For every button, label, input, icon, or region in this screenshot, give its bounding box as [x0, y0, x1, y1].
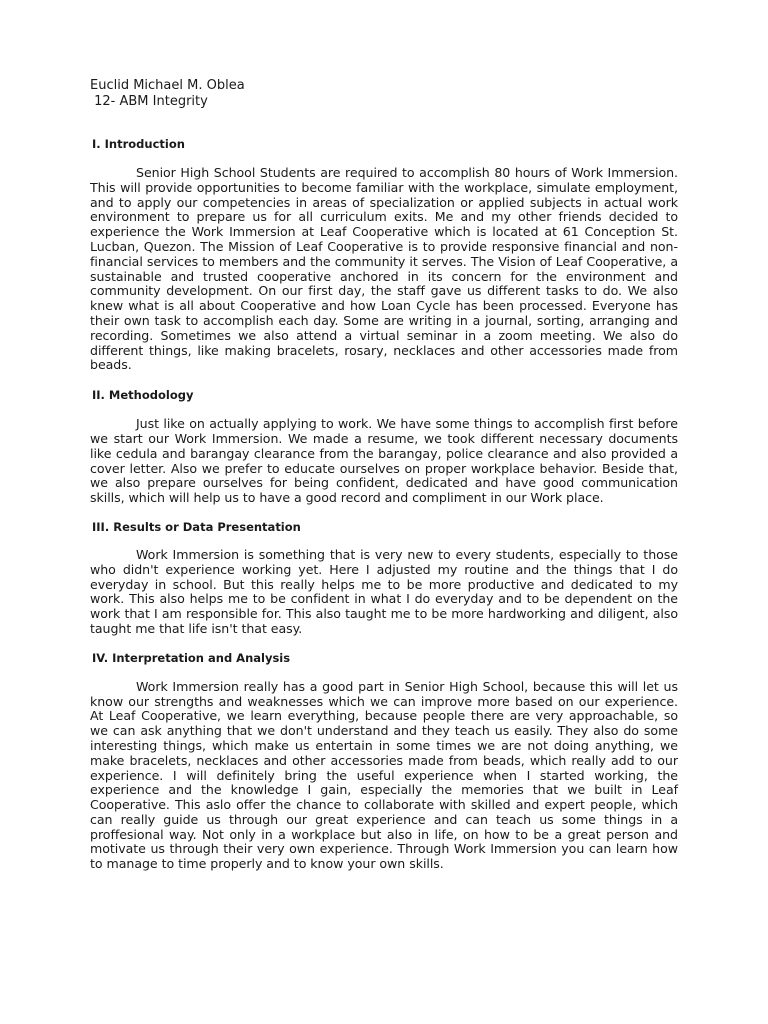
- section-body-introduction: Senior High School Students are required to accomplish 80 hours of Work Immersion. This will provide opportunities to become familiar with the workplace, simulate employment, and to apply our competencies in areas of specialization or applied subjects in actual work environment to prepare us for all curriculum exits. Me and my other friends decided to experience the Work Immersion at Leaf Cooperative which is located at 61 Conception St. Lucban, Quezon. The Mission of Leaf Cooperative is to provide responsive financial and non-financial services to members and the community it serves. The Vision of Leaf Cooperative, a sustainable and trusted cooperative anchored in its concern for the environment and community development. On our first day, the staff gave us different tasks to do. We also knew what is all about Cooperative and how Loan Cycle has been processed. Everyone has their own task to accomplish each day. Some are writing in a journal, sorting, arranging and recording. Sometimes we also attend a virtual seminar in a zoom meeting. We also do different things, like making bracelets, rosary, necklaces and other accessories made from beads.: [90, 165, 678, 373]
- section-body-results: Work Immersion is something that is very new to every students, especially to those who didn't experience working yet. Here I adjusted my routine and the things that I do everyday in school. But this really helps me to be more productive and dedicated to my work. This also helps me to be confident in what I do everyday and to be dependent on the work that I am responsible for. This also taught me to be more hardworking and diligent, also taught me that life isn't that easy.: [90, 546, 678, 636]
- document-page: [90, 78, 678, 872]
- section-heading-introduction: I. Introduction: [92, 137, 185, 151]
- section-body-methodology: Just like on actually applying to work. We have some things to accomplish first before we start our Work Immersion. We made a resume, we took different necessary documents like cedula and barangay clearance from the barangay, police clearance and also provided a cover letter. Also we prefer to educate ourselves on proper workplace behavior. Beside that, we also prepare ourselves for being confident, dedicated and have good communication skills, which will help us to have a good record and compliment in our Work place.: [90, 416, 678, 506]
- section-heading-results: III. Results or Data Presentation: [92, 519, 301, 534]
- grade-section: 12- ABM Integrity: [90, 94, 208, 109]
- section-body-interpretation: Work Immersion really has a good part in Senior High School, because this will let us know our strengths and weaknesses which we can improve more based on our experience. At Leaf Cooperative, we learn everything, because people there are very approachable, so we can ask anything that we don't understand and they teach us easily. They also do some interesting things, which make us entertain in some times we are not doing anything, we make bracelets, necklaces and other accessories made from beads, which really add to our experience. I will definitely bring the useful experience when I started working, the experience and the knowledge I gain, especially the memories that we built in Leaf Cooperative. This aslo offer the chance to collaborate with skilled and expert people, which can really guide us through our great experience and can teach us some things in a proffesional way. Not only in a workplace but also in life, on how to be a great person and motivate us through their very own experience. Through Work Immersion you can learn how to manage to time properly and to know your own skills.: [90, 678, 678, 872]
- section-heading-methodology: II. Methodology: [92, 388, 194, 403]
- section-heading-interpretation: IV. Interpretation and Analysis: [92, 650, 291, 665]
- author-name: Euclid Michael M. Oblea: [90, 78, 245, 93]
